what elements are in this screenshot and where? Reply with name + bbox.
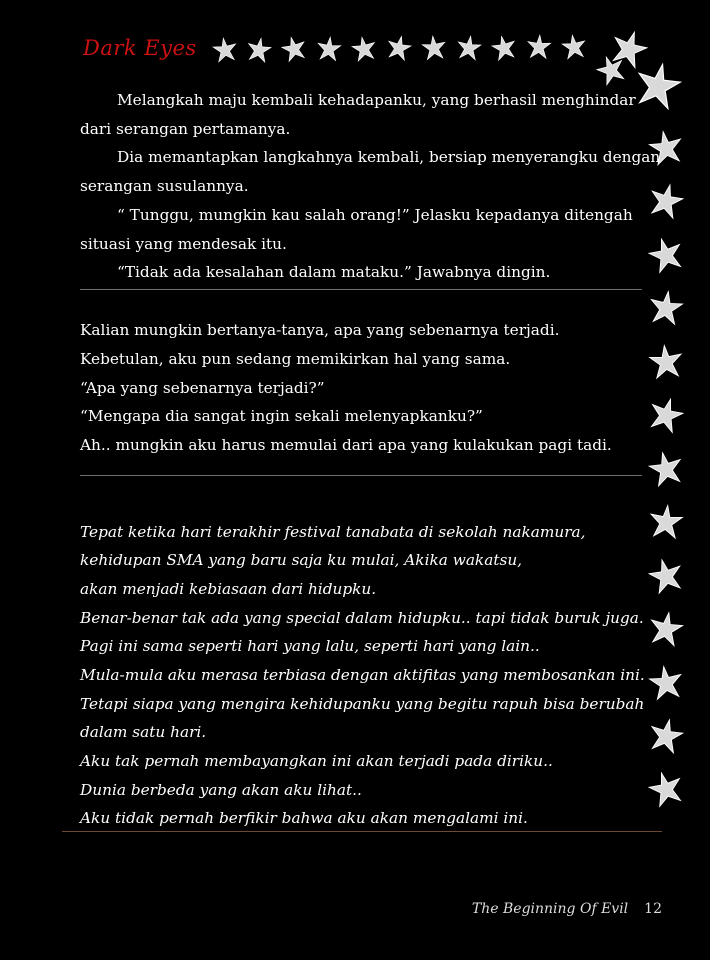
star-icon xyxy=(647,556,685,594)
book-title: The Beginning Of Evil xyxy=(471,901,629,917)
right-star-column xyxy=(646,129,685,808)
paragraph-line: situasi yang mendesak itu. xyxy=(80,235,287,253)
paragraph-line: Pagi ini sama seperti hari yang lalu, seperti hari yang lain.. xyxy=(80,637,540,655)
paragraph-line: dalam satu hari. xyxy=(80,723,207,741)
star-icon xyxy=(649,344,684,379)
page-footer xyxy=(472,901,662,917)
section-divider xyxy=(80,475,642,476)
paragraph-line: Melangkah maju kembali kehadapanku, yang berhasil menghindar xyxy=(117,91,636,109)
paragraph-line: “ Tunggu, mungkin kau salah orang!” Jelasku kepadanya ditengah xyxy=(117,206,633,224)
paragraph-line: “Mengapa dia sangat ingin sekali melenyapkanku?” xyxy=(80,407,483,425)
star-icon xyxy=(561,34,587,60)
star-icon xyxy=(280,35,308,63)
star-icon xyxy=(648,289,684,325)
page-header-title: Dark Eyes xyxy=(83,36,197,60)
paragraph-line: “Apa yang sebenarnya terjadi?” xyxy=(80,379,325,397)
star-icon xyxy=(212,37,238,63)
paragraph-line: Kalian mungkin bertanya-tanya, apa yang sebenarnya terjadi. xyxy=(80,321,560,339)
star-icon xyxy=(649,504,684,539)
star-icon xyxy=(490,34,517,61)
star-icon xyxy=(456,35,482,61)
paragraph-line: Mula-mula aku merasa terbiasa dengan aktifitas yang membosankan ini. xyxy=(80,666,645,684)
star-icon xyxy=(246,36,272,62)
paragraph-line: Dia memantapkan langkahnya kembali, bersiap menyerangku dengan xyxy=(117,148,661,166)
section-divider xyxy=(80,289,642,290)
star-icon xyxy=(646,769,685,808)
paragraph-line: dari serangan pertamanya. xyxy=(80,120,291,138)
star-icon xyxy=(647,181,685,219)
star-icon xyxy=(646,235,685,274)
star-icon xyxy=(527,34,551,58)
star-icon xyxy=(647,395,686,434)
paragraph-line: Aku tak pernah membayangkan ini akan terjadi pada diriku.. xyxy=(80,752,553,770)
page-number: 12 xyxy=(644,901,662,917)
paragraph-line: Dunia berbeda yang akan aku lihat.. xyxy=(80,781,362,799)
paragraph-line: Tepat ketika hari terakhir festival tanabata di sekolah nakamura, xyxy=(80,523,586,541)
paragraph-line: Ah.. mungkin aku harus memulai dari apa yang kulakukan pagi tadi. xyxy=(80,436,612,454)
star-icon xyxy=(608,27,650,69)
paragraph-line: “Tidak ada kesalahan dalam mataku.” Jawabnya dingin. xyxy=(117,263,551,281)
star-icon xyxy=(648,664,684,700)
paragraph-line: Tetapi siapa yang mengira kehidupanku yang begitu rapuh bisa berubah xyxy=(80,695,645,713)
paragraph-line: Benar-benar tak ada yang special dalam hidupku.. tapi tidak buruk juga. xyxy=(80,609,644,627)
paragraph-line: kehidupan SMA yang baru saja ku mulai, Akika wakatsu, xyxy=(80,551,523,569)
paragraph-line: Kebetulan, aku pun sedang memikirkan hal yang sama. xyxy=(80,350,511,368)
paragraph-line: serangan susulannya. xyxy=(80,177,249,195)
section-divider xyxy=(62,831,662,832)
paragraph-line: Aku tidak pernah berfikir bahwa aku akan mengalami ini. xyxy=(80,809,528,827)
star-icon xyxy=(648,610,684,646)
star-icon xyxy=(386,34,413,61)
paragraph-line: akan menjadi kebiasaan dari hidupku. xyxy=(80,580,377,598)
star-icon xyxy=(647,717,684,754)
star-icon xyxy=(647,450,684,487)
star-icon xyxy=(317,36,342,61)
star-icon xyxy=(421,35,446,60)
star-icon xyxy=(633,60,683,110)
star-icon xyxy=(351,35,377,61)
